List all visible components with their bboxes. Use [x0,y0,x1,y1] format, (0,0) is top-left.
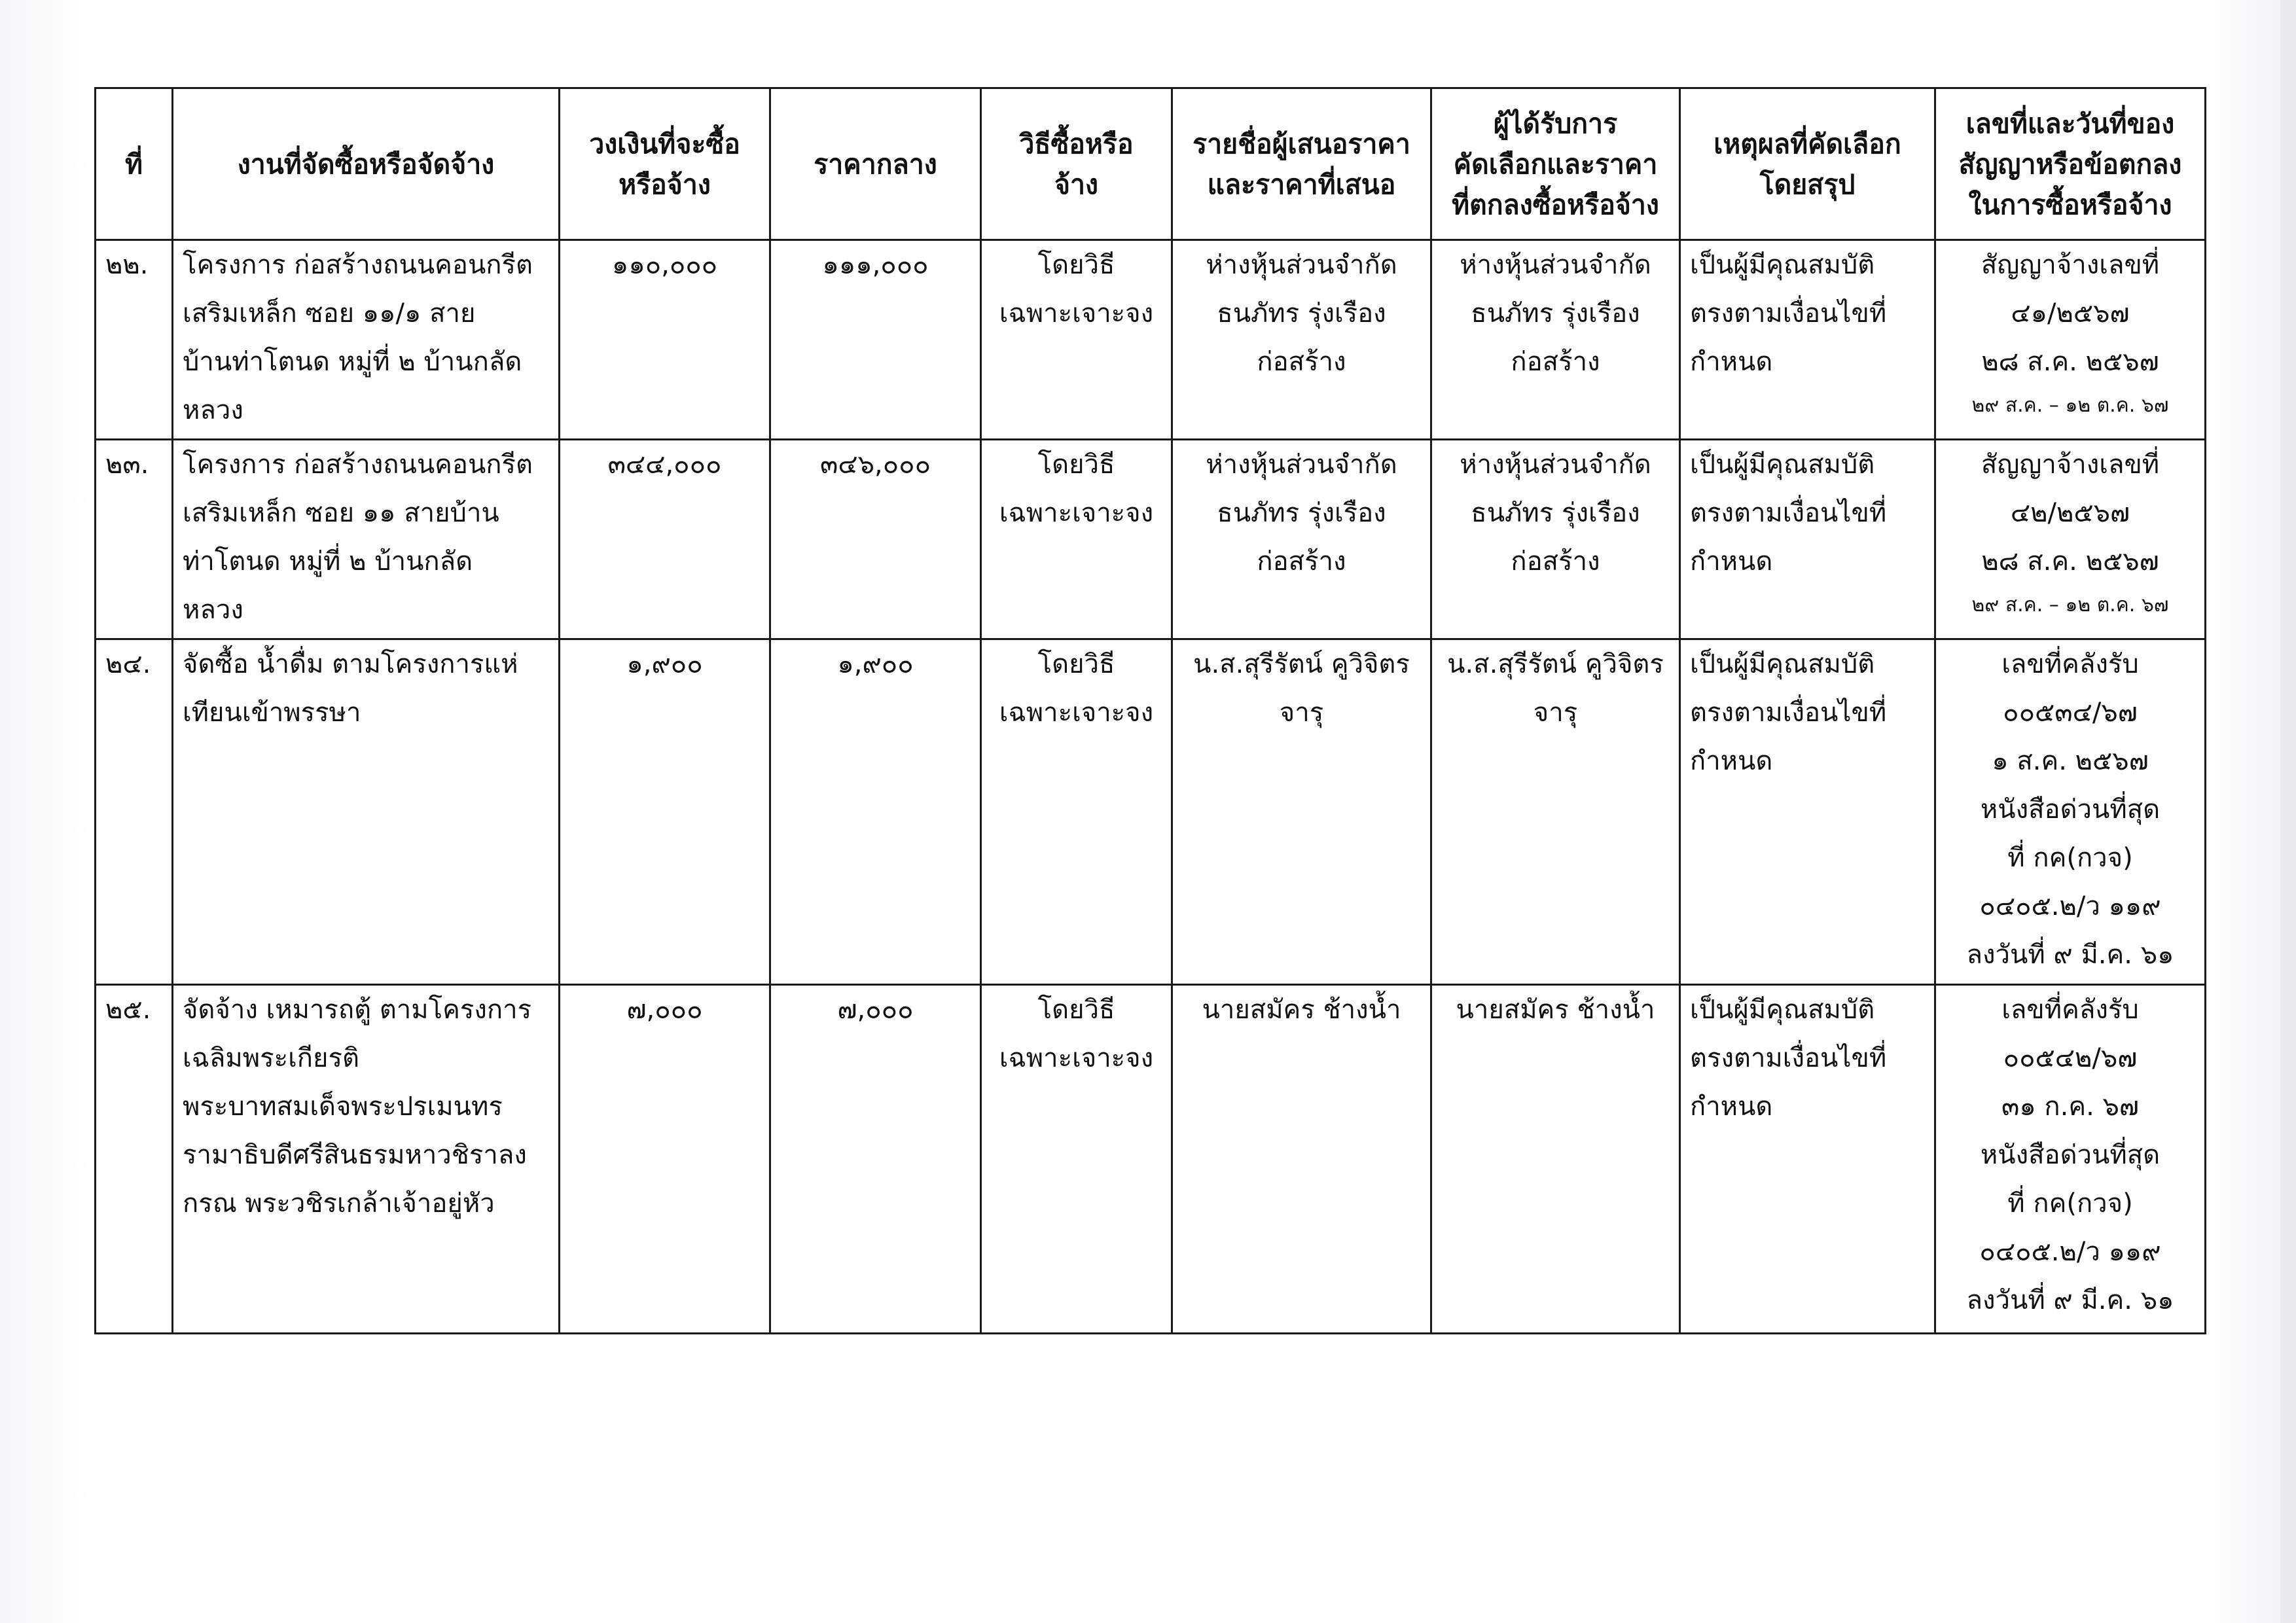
cell-contract: สัญญาจ้างเลขที่ ๔๒/๒๕๖๗ ๒๘ ส.ค. ๒๕๖๗ ๒๙ ส.ค. – ๑๒ ต.ค. ๖๗ [1935,440,2206,639]
procurement-table [94,87,2206,1334]
cell-work: จัดจ้าง เหมารถตู้ ตามโครงการ เฉลิมพระเกียรติ พระบาทสมเด็จพระปรเมนทร รามาธิบดีศรีสินธรมหาวชิราลง กรณ พระวชิรเกล้าเจ้าอยู่หัว [173,985,560,1334]
header-winner: ผู้ได้รับการ คัดเลือกและราคา ที่ตกลงซื้อหรือจ้าง [1431,88,1680,240]
cell-no: ๒๒. [96,240,173,440]
cell-no: ๒๔. [96,639,173,985]
cell-winner: ห่างหุ้นส่วนจำกัด ธนภัทร รุ่งเรือง ก่อสร้าง [1431,240,1680,440]
cell-method: โดยวิธี เฉพาะเจาะจง [981,639,1172,985]
table-row [96,440,2206,639]
cell-budget: ๗,๐๐๐ [560,985,770,1334]
header-no: ที่ [96,88,173,240]
cell-reason: เป็นผู้มีคุณสมบัติ ตรงตามเงื่อนไขที่ กำหนด [1680,985,1935,1334]
scan-edge [2280,0,2296,1623]
header-bidders: รายชื่อผู้เสนอราคา และราคาที่เสนอ [1172,88,1431,240]
cell-budget: ๑๑๐,๐๐๐ [560,240,770,440]
cell-work: โครงการ ก่อสร้างถนนคอนกรีต เสริมเหล็ก ซอย ๑๑/๑ สาย บ้านท่าโตนด หมู่ที่ ๒ บ้านกลัด หลวง [173,240,560,440]
cell-median-price: ๑๑๑,๐๐๐ [770,240,981,440]
header-contract: เลขที่และวันที่ของ สัญญาหรือข้อตกลง ในการซื้อหรือจ้าง [1935,88,2206,240]
header-row [96,88,2206,240]
header-reason: เหตุผลที่คัดเลือก โดยสรุป [1680,88,1935,240]
cell-reason: เป็นผู้มีคุณสมบัติ ตรงตามเงื่อนไขที่ กำหนด [1680,440,1935,639]
header-budget: วงเงินที่จะซื้อ หรือจ้าง [560,88,770,240]
cell-method: โดยวิธี เฉพาะเจาะจง [981,240,1172,440]
cell-budget: ๓๔๔,๐๐๐ [560,440,770,639]
cell-work: จัดซื้อ น้ำดื่ม ตามโครงการแห่ เทียนเข้าพรรษา [173,639,560,985]
cell-winner: ห่างหุ้นส่วนจำกัด ธนภัทร รุ่งเรือง ก่อสร้าง [1431,440,1680,639]
cell-bidders: นายสมัคร ช้างน้ำ [1172,985,1431,1334]
cell-reason: เป็นผู้มีคุณสมบัติ ตรงตามเงื่อนไขที่ กำหนด [1680,639,1935,985]
table-row [96,985,2206,1334]
table-row [96,639,2206,985]
cell-no: ๒๓. [96,440,173,639]
cell-bidders: ห่างหุ้นส่วนจำกัด ธนภัทร รุ่งเรือง ก่อสร้าง [1172,240,1431,440]
header-work: งานที่จัดซื้อหรือจัดจ้าง [173,88,560,240]
cell-method: โดยวิธี เฉพาะเจาะจง [981,440,1172,639]
cell-contract: สัญญาจ้างเลขที่ ๔๑/๒๕๖๗ ๒๘ ส.ค. ๒๕๖๗ ๒๙ ส.ค. – ๑๒ ต.ค. ๖๗ [1935,240,2206,440]
cell-no: ๒๕. [96,985,173,1334]
cell-winner: น.ส.สุรีรัตน์ คูวิจิตร จารุ [1431,639,1680,985]
cell-contract: เลขที่คลังรับ ๐๐๕๓๔/๖๗ ๑ ส.ค. ๒๕๖๗ หนังสือด่วนที่สุด ที่ กค(กวจ) ๐๔๐๕.๒/ว ๑๑๙ ลงวันที่ ๙ มี.ค. ๖๑ [1935,639,2206,985]
cell-method: โดยวิธี เฉพาะเจาะจง [981,985,1172,1334]
cell-median-price: ๑,๙๐๐ [770,639,981,985]
header-method: วิธีซื้อหรือ จ้าง [981,88,1172,240]
cell-budget: ๑,๙๐๐ [560,639,770,985]
cell-work: โครงการ ก่อสร้างถนนคอนกรีต เสริมเหล็ก ซอย ๑๑ สายบ้าน ท่าโตนด หมู่ที่ ๒ บ้านกลัด หลวง [173,440,560,639]
table-row [96,240,2206,440]
cell-median-price: ๓๔๖,๐๐๐ [770,440,981,639]
cell-reason: เป็นผู้มีคุณสมบัติ ตรงตามเงื่อนไขที่ กำหนด [1680,240,1935,440]
cell-bidders: น.ส.สุรีรัตน์ คูวิจิตร จารุ [1172,639,1431,985]
cell-winner: นายสมัคร ช้างน้ำ [1431,985,1680,1334]
header-median-price: ราคากลาง [770,88,981,240]
cell-median-price: ๗,๐๐๐ [770,985,981,1334]
cell-bidders: ห่างหุ้นส่วนจำกัด ธนภัทร รุ่งเรือง ก่อสร้าง [1172,440,1431,639]
cell-contract: เลขที่คลังรับ ๐๐๕๔๒/๖๗ ๓๑ ก.ค. ๖๗ หนังสือด่วนที่สุด ที่ กค(กวจ) ๐๔๐๕.๒/ว ๑๑๙ ลงวันที่ ๙ มี.ค. ๖๑ [1935,985,2206,1334]
